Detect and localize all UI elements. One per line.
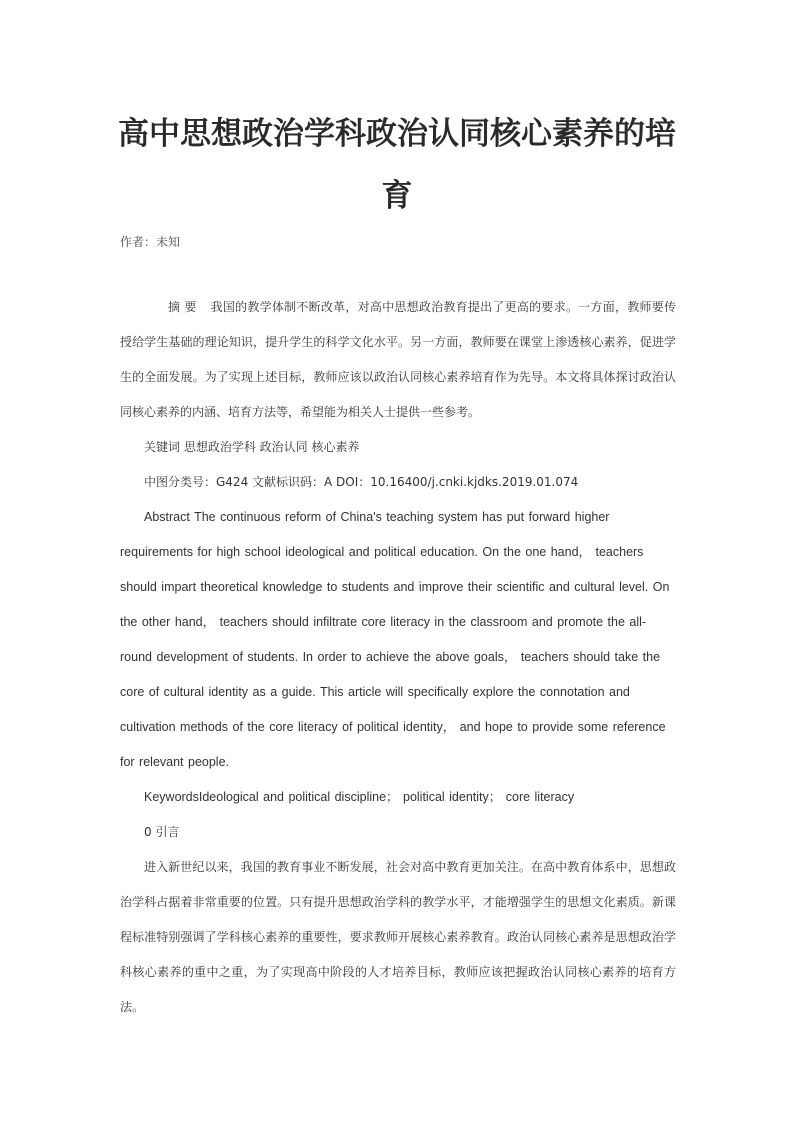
keywords-cn: 关键词 思想政治学科 政治认同 核心素养 [144, 440, 360, 454]
classification-line: 中图分类号：G424 文献标识码：A DOI：10.16400/j.cnki.kjdks.2019.01.074 [144, 475, 579, 489]
author-line: 作者：未知 [120, 235, 181, 249]
section-heading-intro: 0 引言 [144, 825, 180, 839]
keywords-en: KeywordsIdeological and political discipline； political identity； core literacy [144, 790, 575, 804]
abstract-en: Abstract The continuous reform of China's teaching system has put forward higher requirements for high school ideological and political education. On the one hand， teachers should impart theoretical knowledge to students and improve their scientific and cultural level. On the other hand， teachers should infiltrate core literacy in the classroom and promote the all-round development of students. In order to achieve the above goals， teachers should take the core of cultural identity as a guide. This article will specifically explore the connotation and cultivation methods of the core literacy of political identity， and hope to provide some reference for relevant people. [120, 510, 670, 769]
article-body [120, 290, 676, 1025]
paper-title: 高中思想政治学科政治认同核心素养的培育 [118, 116, 676, 214]
abstract-cn [120, 290, 676, 430]
abstract-cn-text: 我国的教学体制不断改革，对高中思想政治教育提出了更高的要求。一方面，教师要传授给学生基础的理论知识，提升学生的科学文化水平。另一方面，教师要在课堂上渗透核心素养，促进学生的全面发展。为了实现上述目标，教师应该以政治认同核心素养培育作为先导。本文将具体探讨政治认同核心素养的内涵、培育方法等，希望能为相关人士提供一些参考。 [120, 300, 676, 419]
abstract-cn-label: 摘 要 [168, 300, 197, 314]
intro-paragraph: 进入新世纪以来，我国的教育事业不断发展，社会对高中教育更加关注。在高中教育体系中，思想政治学科占据着非常重要的位置。只有提升思想政治学科的教学水平，才能增强学生的思想文化素质。新课程标准特别强调了学科核心素养的重要性，要求教师开展核心素养教育。政治认同核心素养是思想政治学科核心素养的重中之重，为了实现高中阶段的人才培养目标，教师应该把握政治认同核心素养的培育方法。 [120, 860, 676, 1014]
